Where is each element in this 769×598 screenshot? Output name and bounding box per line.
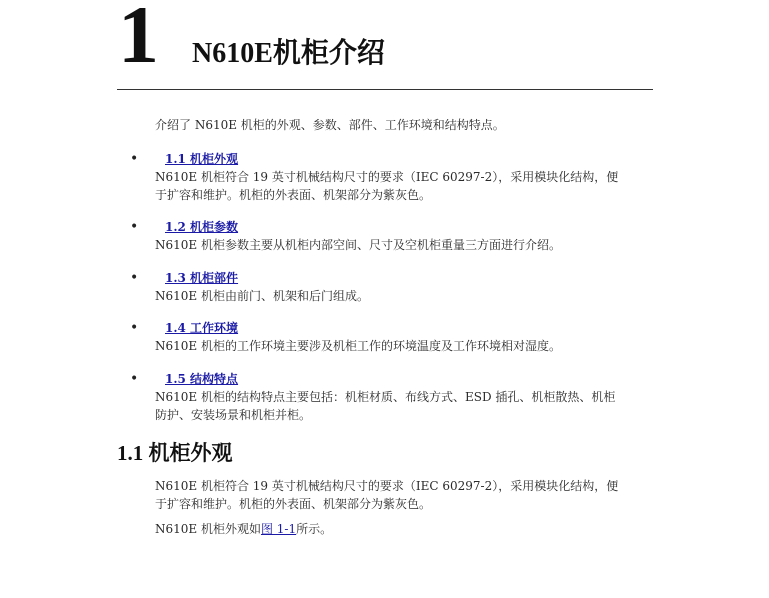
chapter-number: 1 bbox=[118, 0, 159, 80]
toc-link-components[interactable]: 1.3 机柜部件 bbox=[165, 271, 239, 285]
paragraph-line: 于扩容和维护。机柜的外表面、机架部分为紫灰色。 bbox=[155, 497, 432, 511]
toc-link-parameters[interactable]: 1.2 机柜参数 bbox=[165, 220, 239, 234]
toc-desc-line: N610E 机柜的工作环境主要涉及机柜工作的环境温度及工作环境相对湿度。 bbox=[155, 339, 561, 353]
chapter-title: N610E机柜介绍 bbox=[192, 38, 385, 69]
toc-desc-line: N610E 机柜符合 19 英寸机械结构尺寸的要求（IEC 60297-2），采用模块化结构，便 bbox=[155, 170, 619, 184]
bullet-icon: • bbox=[130, 371, 139, 387]
figure-ref-suffix: 所示。 bbox=[296, 522, 333, 536]
toc-desc-line: 防护、安装场景和机柜并柜。 bbox=[155, 408, 312, 422]
toc-link-structure[interactable]: 1.5 结构特点 bbox=[165, 372, 239, 386]
figure-link[interactable]: 图 1-1 bbox=[260, 522, 297, 536]
toc-item-parameters bbox=[130, 218, 655, 254]
toc-desc-line: N610E 机柜的结构特点主要包括：机柜材质、布线方式、ESD 插孔、机柜散热、机柜 bbox=[155, 390, 616, 404]
toc-desc-line: 于扩容和维护。机柜的外表面、机架部分为紫灰色。 bbox=[155, 188, 432, 202]
bullet-icon: • bbox=[130, 151, 139, 167]
figure-ref-prefix: N610E 机柜外观如 bbox=[155, 522, 261, 536]
chapter-intro: 介绍了 N610E 机柜的外观、参数、部件、工作环境和结构特点。 bbox=[155, 118, 505, 132]
toc-desc-line: N610E 机柜由前门、机架和后门组成。 bbox=[155, 289, 369, 303]
chapter-divider bbox=[117, 89, 653, 90]
section-paragraph bbox=[155, 477, 618, 513]
toc-item-environment bbox=[130, 319, 655, 355]
bullet-icon: • bbox=[130, 270, 139, 286]
toc-item-appearance bbox=[130, 150, 655, 204]
bullet-icon: • bbox=[130, 320, 139, 336]
bullet-icon: • bbox=[130, 219, 139, 235]
figure-reference-paragraph bbox=[155, 520, 332, 538]
toc-link-appearance[interactable]: 1.1 机柜外观 bbox=[165, 152, 239, 166]
paragraph-line: N610E 机柜符合 19 英寸机械结构尺寸的要求（IEC 60297-2），采用模块化结构，便 bbox=[155, 479, 619, 493]
toc-item-components bbox=[130, 269, 655, 305]
toc-item-structure bbox=[130, 370, 655, 424]
toc-desc-line: N610E 机柜参数主要从机柜内部空间、尺寸及空机柜重量三方面进行介绍。 bbox=[155, 238, 561, 252]
section-heading: 1.1 机柜外观 bbox=[117, 441, 233, 465]
toc-link-environment[interactable]: 1.4 工作环境 bbox=[165, 321, 239, 335]
